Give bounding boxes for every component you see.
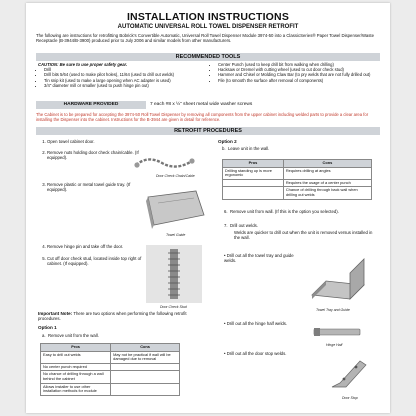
tool-item: • 3/4" diameter mill or smaller (used to push hinge pin out) xyxy=(44,83,208,88)
table-cell: Easy to drill out welds xyxy=(41,351,111,363)
table-cell xyxy=(223,179,284,187)
remove-unit-step: Remove unit from wall. (If this is the option you selected). xyxy=(229,209,339,214)
bullet-step: Drill out all the door stop welds. xyxy=(226,351,287,356)
step-item: 5. Cut off door check stud, located inside top right of cabinet. (If equipped). xyxy=(47,256,146,266)
step-item: 4. Remove hinge pin and take off the door. xyxy=(47,244,146,249)
option1-step: Remove unit from the wall. xyxy=(47,333,99,339)
caption-stud: Door Check Stud xyxy=(160,305,187,309)
option2-table xyxy=(222,159,372,200)
intro-paragraph: The following are instructions for retrofitting Bobrick's Convertible Automatic, Universal Roll Towel Dispenser Module 3974-50 into a ClassicSeries® Paper Towel Dispenser/Waste Receptacle (B-3944/B-3900) produced prior to July 2006 and similar models from other manufacturers. xyxy=(36,33,375,44)
important-label: Important Note: xyxy=(38,311,73,316)
table-cell: Chance of drilling through back wall when drilling out welds xyxy=(283,187,371,199)
table-header: Pros xyxy=(223,160,284,168)
table-cell: No chance of drilling through a wall behind the cabinet xyxy=(41,371,111,383)
caption-chain: Door Check Chain/Cable xyxy=(156,174,195,178)
option1-section: Important Note: There are two options when performing the following retrofit procedures. Option 1 a. Remove unit from the wall. xyxy=(38,311,208,338)
drill-welds-section: 7. Drill out welds. Welds are quicker to drill out when the unit is removed versus installed in the wall. xyxy=(222,223,378,240)
procedures-heading: RETROFIT PROCEDURES xyxy=(36,127,380,135)
hardware-label: HARDWARE PROVIDED xyxy=(36,101,146,109)
option1-heading: Option 1 xyxy=(38,325,57,331)
table-cell: Requires drilling at angles xyxy=(283,167,371,179)
tray-weld-step: • Drill out all the towel tray and guide welds. xyxy=(224,253,294,264)
important-text: There are two options when performing the following retrofit procedures. xyxy=(38,311,187,322)
table-cell: May not be practical if wall will be damaged due to removal xyxy=(111,351,180,363)
option2-heading: Option 2 xyxy=(218,139,237,144)
hinge-weld-step: • Drill out all the hinge half welds. xyxy=(224,321,288,326)
tools-left-column xyxy=(38,62,208,88)
table-cell xyxy=(111,363,180,371)
tool-item: • Drill bits 5/64 (used to make pilot holes), 11/64 (used to drill out welds) xyxy=(44,72,208,77)
option1-table xyxy=(40,343,180,396)
table-cell: No center punch required xyxy=(41,363,111,371)
caption-doorstop: Door Stop xyxy=(342,396,358,400)
cabinet-note: The Cabinet is to be prepared for accepting the 3974-50 Roll Towel Dispenser by removing all components from the upper cabinet including welded parts to provide a clear area for installing the Dispenser into the cabinet. Instructions for the B-3944 are given in detail for reference. xyxy=(36,112,369,122)
hinge-half-image xyxy=(312,323,362,341)
table-header: Cons xyxy=(283,160,371,168)
tools-heading: RECOMMENDED TOOLS xyxy=(36,53,380,61)
tools-right-column xyxy=(212,62,382,83)
step-item: 2. Remove nuts holding door check chain/cable. (If equipped). xyxy=(47,150,146,160)
table-cell xyxy=(111,371,180,383)
table-header: Pros xyxy=(41,344,111,352)
doorstop-weld-step: • Drill out all the door stop welds. xyxy=(224,351,287,356)
option2-step: Leave unit in the wall. xyxy=(227,146,270,152)
table-row xyxy=(223,179,372,187)
door-check-chain-image xyxy=(134,153,196,173)
steps-left xyxy=(38,139,146,269)
tool-item: • Hammer and Chisel or Molding Claw Bar (to pry welds that are not fully drilled out) xyxy=(218,72,382,77)
tool-item: • Hacksaw or Dremel with cutting wheel (used to cut door check stud) xyxy=(218,67,382,72)
page-title: INSTALLATION INSTRUCTIONS xyxy=(126,11,290,23)
table-header: Cons xyxy=(111,344,180,352)
bullet-step: Drill out all the towel tray and guide welds. xyxy=(224,253,294,264)
step-item: 1. Open towel cabinet door. xyxy=(47,139,146,144)
table-cell: Requires the usage of a center punch xyxy=(283,179,371,187)
tool-item: • Center Punch (used to keep drill bit from walking when drilling) xyxy=(218,62,382,67)
caption-hinge: Hinge Half xyxy=(326,343,343,347)
welds-note: Welds are quicker to drill out when the unit is removed versus installed in the wall. xyxy=(234,230,373,241)
page-subtitle: AUTOMATIC UNIVERSAL ROLL TOWEL DISPENSER RETROFIT xyxy=(117,24,299,30)
option2-after-table: 6. Remove unit from wall. (If this is the option you selected). xyxy=(224,209,339,214)
tool-item: • Drill xyxy=(44,67,208,72)
bullet-step: Drill out all the hinge half welds. xyxy=(226,321,288,326)
table-cell xyxy=(111,383,180,395)
towel-guide-image xyxy=(144,189,208,231)
tool-item: • File (to smooth the surface after removal of components) xyxy=(218,78,382,83)
door-check-stud-image xyxy=(146,245,202,303)
caption-tray: Towel Tray and Guide xyxy=(316,308,350,312)
caption-guide: Towel Guide xyxy=(166,233,186,237)
table-row xyxy=(223,187,372,199)
table-cell: Drilling standing up is more ergonomic xyxy=(223,167,284,179)
drill-step: Drill out welds. xyxy=(229,223,258,228)
table-cell xyxy=(223,187,284,199)
hardware-text: 7 each #8 x ½" sheet metal wide washer screws xyxy=(150,102,253,107)
table-row xyxy=(41,383,180,395)
towel-tray-image xyxy=(306,255,372,307)
tool-item: • Tin snip kit (used to make a large opening when AC adapter is used) xyxy=(44,78,208,83)
table-row xyxy=(41,351,180,363)
table-cell: Allows installer to use other installation methods for module xyxy=(41,383,111,395)
instruction-sheet xyxy=(26,3,390,413)
door-stop-image xyxy=(326,353,370,393)
table-row xyxy=(41,363,180,371)
caution-note: CAUTION: Be sure to use proper safety gear. xyxy=(38,62,128,67)
step-item: 3. Remove plastic or metal towel guide tray. (If equipped). xyxy=(47,182,146,192)
table-row xyxy=(223,167,372,179)
hardware-row xyxy=(36,101,380,109)
table-row xyxy=(41,371,180,383)
option2-section: Option 2 b. Leave unit in the wall. xyxy=(218,139,378,151)
